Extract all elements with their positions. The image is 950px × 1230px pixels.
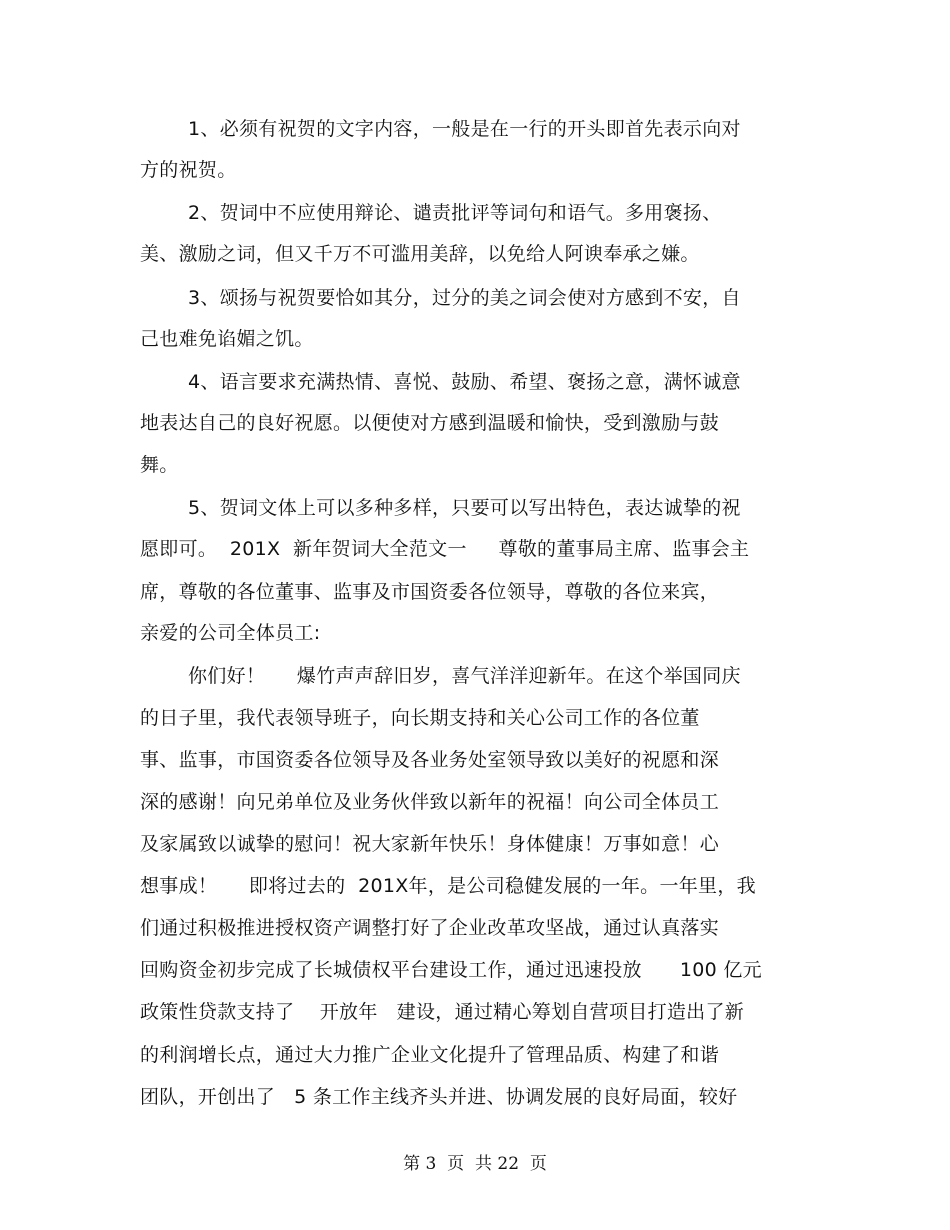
paragraph-line: 5、贺词文体上可以多种多样，只要可以写出特色，表达诚挚的祝 <box>188 497 741 519</box>
paragraph-line: 3、颂扬与祝贺要恰如其分，过分的美之词会使对方感到不安，自 <box>188 287 741 309</box>
paragraph-line: 地表达自己的良好祝愿。以便使对方感到温暖和愉快，受到激励与鼓 <box>140 412 720 434</box>
paragraph-line: 席，尊敬的各位董事、监事及市国资委各位领导，尊敬的各位来宾， <box>140 581 720 603</box>
paragraph-line: 深的感谢！向兄弟单位及业务伙伴致以新年的祝福！向公司全体员工 <box>140 791 720 813</box>
paragraph-line: 舞。 <box>140 454 179 476</box>
paragraph-line: 的日子里，我代表领导班子，向长期支持和关心公司工作的各位董 <box>140 707 700 729</box>
paragraph-line: 方的祝贺。 <box>140 159 237 181</box>
paragraph-line: 己也难免谄媚之饥。 <box>140 328 314 350</box>
paragraph-line: 愿即可。 201X 新年贺词大全范文一 尊敬的董事局主席、监事会主 <box>140 538 750 560</box>
paragraph-line: 美、激励之词，但又千万不可滥用美辞，以免给人阿谀奉承之嫌。 <box>140 243 700 265</box>
paragraph-line: 你们好！ 爆竹声声辞旧岁，喜气洋洋迎新年。在这个举国同庆 <box>188 665 741 687</box>
paragraph-line: 事、监事，市国资委各位领导及各业务处室领导致以美好的祝愿和深 <box>140 749 720 771</box>
paragraph-line: 的利润增长点，通过大力推广企业文化提升了管理品质、构建了和谐 <box>140 1044 720 1066</box>
paragraph-line: 想事成！ 即将过去的 201X年，是公司稳健发展的一年。一年里，我 <box>140 875 756 897</box>
paragraph-line: 2、贺词中不应使用辩论、谴责批评等词句和语气。多用褒扬、 <box>188 202 722 224</box>
paragraph-line: 4、语言要求充满热情、喜悦、鼓励、希望、褒扬之意，满怀诚意 <box>188 371 741 393</box>
paragraph-line: 团队，开创出了 5 条工作主线齐头并进、协调发展的良好局面，较好 <box>140 1086 738 1108</box>
paragraph-line: 1、必须有祝贺的文字内容，一般是在一行的开头即首先表示向对 <box>188 118 741 140</box>
paragraph-line: 们通过积极推进授权资产调整打好了企业改革攻坚战，通过认真落实 <box>140 917 720 939</box>
paragraph-line: 回购资金初步完成了长城债权平台建设工作，通过迅速投放 100 亿元 <box>140 959 762 981</box>
page-number-footer: 第 3 页 共 22 页 <box>403 1154 547 1174</box>
paragraph-line: 及家属致以诚挚的慰问！祝大家新年快乐！身体健康！万事如意！心 <box>140 833 720 855</box>
paragraph-line: 政策性贷款支持了 开放年 建设，通过精心筹划自营项目打造出了新 <box>140 1001 745 1023</box>
paragraph-line: 亲爱的公司全体员工: <box>140 622 321 644</box>
